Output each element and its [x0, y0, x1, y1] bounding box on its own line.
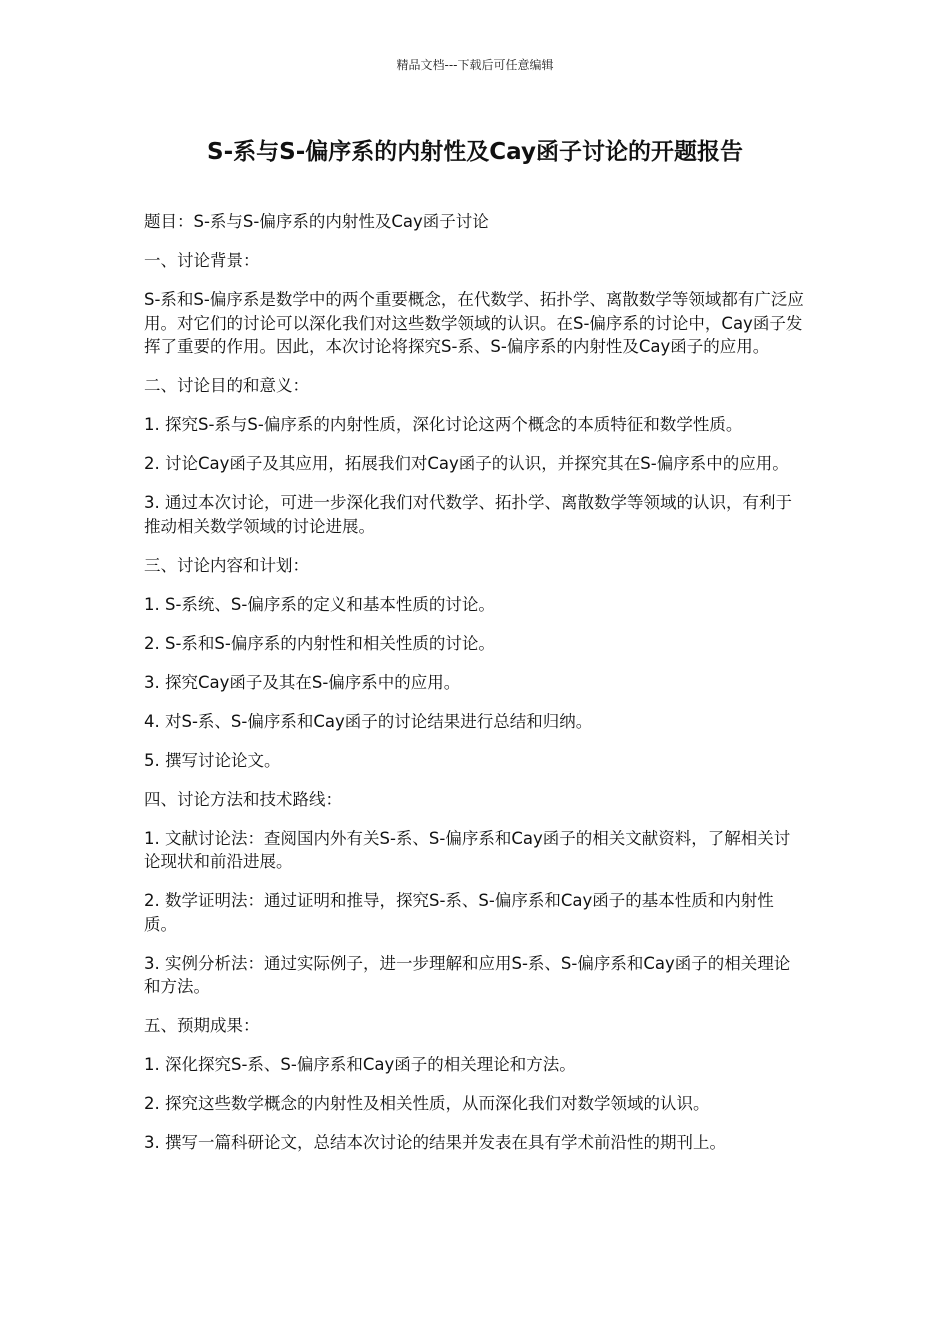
- background-paragraph: S-系和S-偏序系是数学中的两个重要概念，在代数学、拓扑学、离散数学等领域都有广泛应用。对它们的讨论可以深化我们对这些数学领域的认识。在S-偏序系的讨论中，Cay函子发挥了重要的作用。因此，本次讨论将探究S-系、S-偏序系的内射性及Cay函子的应用。: [144, 290, 804, 356]
- plan-item: 1. S-系统、S-偏序系的定义和基本性质的讨论。: [144, 594, 495, 614]
- outcome-item: 1. 深化探究S-系、S-偏序系和Cay函子的相关理论和方法。: [144, 1055, 576, 1074]
- purpose-item: 3. 通过本次讨论，可进一步深化我们对代数学、拓扑学、离散数学等领域的认识，有利于推动相关数学领域的讨论进展。: [144, 493, 792, 536]
- section-heading-background: 一、讨论背景：: [144, 251, 260, 270]
- section-heading-content-plan: 三、讨论内容和计划：: [144, 555, 309, 575]
- plan-item: 3. 探究Cay函子及其在S-偏序系中的应用。: [144, 672, 461, 692]
- method-item: 1. 文献讨论法：查阅国内外有关S-系、S-偏序系和Cay函子的相关文献资料，了解相关讨论现状和前沿进展。: [144, 828, 791, 871]
- plan-item: 5. 撰写讨论论文。: [144, 750, 281, 770]
- section-heading-methods: 四、讨论方法和技术路线：: [144, 789, 342, 809]
- topic-line: 题目：S-系与S-偏序系的内射性及Cay函子讨论: [144, 212, 489, 231]
- outcome-item: 3. 撰写一篇科研论文，总结本次讨论的结果并发表在具有学术前沿性的期刊上。: [144, 1133, 726, 1152]
- section-heading-purpose: 二、讨论目的和意义：: [144, 376, 309, 395]
- purpose-item: 1. 探究S-系与S-偏序系的内射性质，深化讨论这两个概念的本质特征和数学性质。: [144, 415, 743, 434]
- purpose-item: 2. 讨论Cay函子及其应用，拓展我们对Cay函子的认识，并探究其在S-偏序系中的应用。: [144, 454, 789, 473]
- document-body: [144, 210, 806, 1170]
- method-item: 3. 实例分析法：通过实际例子，进一步理解和应用S-系、S-偏序系和Cay函子的相关理论和方法。: [144, 953, 791, 996]
- plan-item: 2. S-系和S-偏序系的内射性和相关性质的讨论。: [144, 633, 495, 653]
- section-heading-outcomes: 五、预期成果：: [144, 1016, 260, 1035]
- header-note: 精品文档---下载后可任意编辑: [396, 58, 554, 72]
- method-item: 2. 数学证明法：通过证明和推导，探究S-系、S-偏序系和Cay函子的基本性质和内射性质。: [144, 891, 774, 934]
- plan-item: 4. 对S-系、S-偏序系和Cay函子的讨论结果进行总结和归纳。: [144, 711, 593, 731]
- document-title: S-系与S-偏序系的内射性及Cay函子讨论的开题报告: [207, 139, 743, 165]
- outcome-item: 2. 探究这些数学概念的内射性及相关性质，从而深化我们对数学领域的认识。: [144, 1094, 710, 1113]
